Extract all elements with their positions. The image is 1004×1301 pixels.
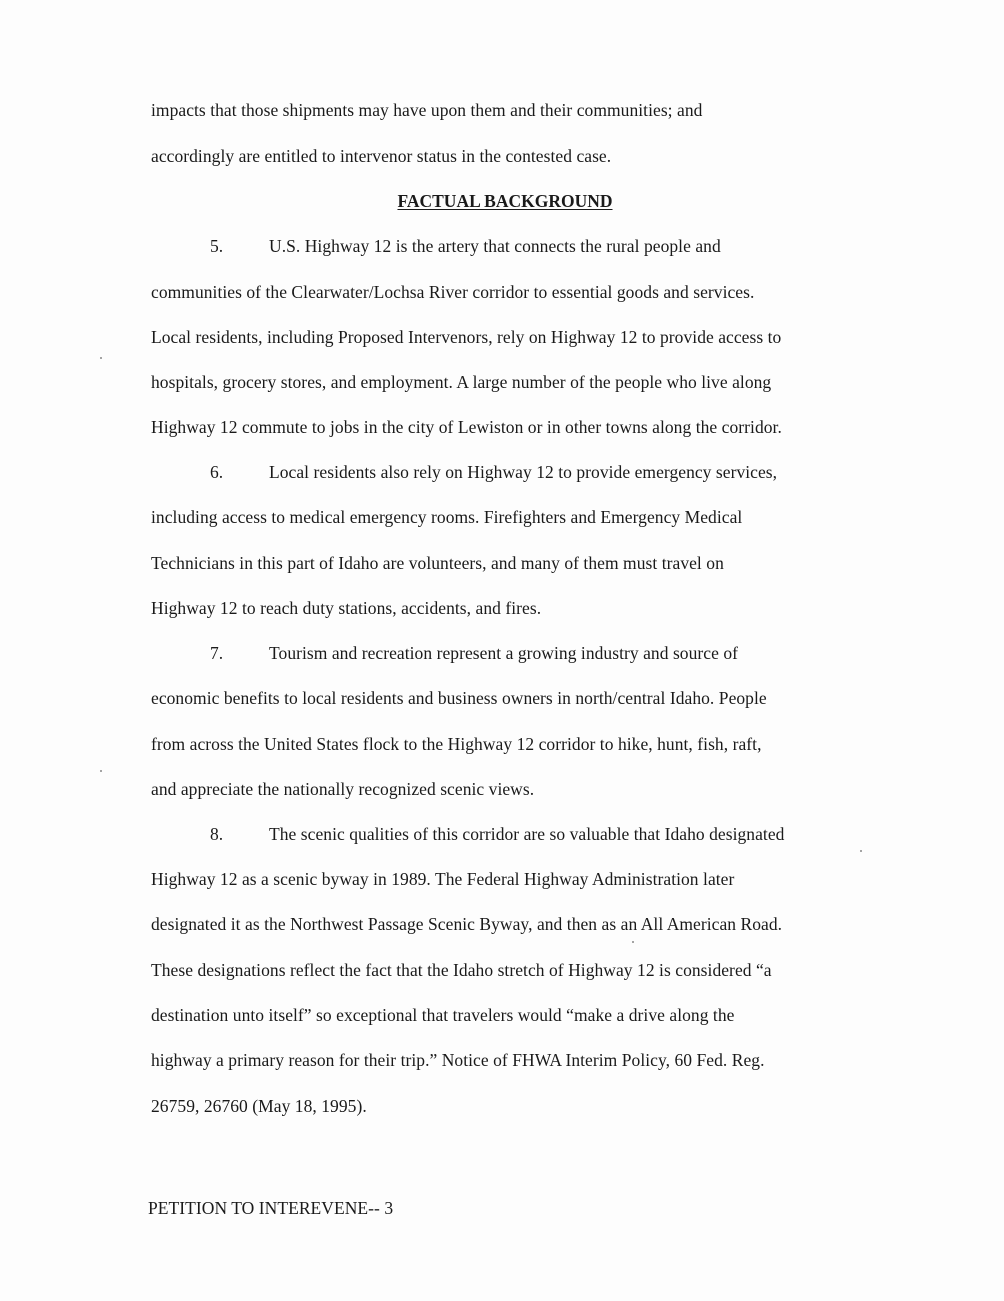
paragraph-first-line <box>210 236 721 256</box>
paragraph-line: including access to medical emergency rooms. Firefighters and Emergency Medical <box>151 507 743 527</box>
paragraph-text: Tourism and recreation represent a growing industry and source of <box>269 643 739 663</box>
paragraph-text: U.S. Highway 12 is the artery that connects the rural people and <box>269 236 721 256</box>
paragraph-line: highway a primary reason for their trip.” Notice of FHWA Interim Policy, 60 Fed. Reg. <box>151 1050 765 1070</box>
paragraph-line: designated it as the Northwest Passage Scenic Byway, and then as an All American Road. <box>151 914 783 934</box>
paragraph-line: destination unto itself” so exceptional that travelers would “make a drive along the <box>151 1005 735 1025</box>
page-footer: PETITION TO INTEREVENE-- 3 <box>148 1198 394 1218</box>
paragraph-line: These designations reflect the fact that the Idaho stretch of Highway 12 is considered “a <box>151 960 772 980</box>
paragraph-line: from across the United States flock to the Highway 12 corridor to hike, hunt, fish, raft, <box>151 734 762 754</box>
paragraph-first-line <box>210 462 777 482</box>
paragraph-line: Highway 12 to reach duty stations, accidents, and fires. <box>151 598 542 618</box>
paragraph-number: 7. <box>210 643 224 663</box>
paragraph-number: 8. <box>210 824 224 844</box>
paragraph-line: communities of the Clearwater/Lochsa River corridor to essential goods and services. <box>151 282 755 302</box>
intro-line: impacts that those shipments may have upon them and their communities; and <box>151 100 703 120</box>
paragraph-first-line <box>210 824 784 844</box>
scan-speck <box>100 357 102 359</box>
intro-line: accordingly are entitled to intervenor status in the contested case. <box>151 146 612 166</box>
paragraph-line: economic benefits to local residents and business owners in north/central Idaho. People <box>151 688 767 708</box>
paragraph-text: Local residents also rely on Highway 12 to provide emergency services, <box>269 462 778 482</box>
section-heading: FACTUAL BACKGROUND <box>397 191 613 211</box>
paragraph-text: The scenic qualities of this corridor are so valuable that Idaho designated <box>269 824 785 844</box>
paragraph-line: Local residents, including Proposed Intervenors, rely on Highway 12 to provide access to <box>151 327 782 347</box>
scan-speck <box>860 850 862 852</box>
paragraph-first-line <box>210 643 738 663</box>
paragraph-line: Highway 12 as a scenic byway in 1989. The Federal Highway Administration later <box>151 869 735 889</box>
paragraph-line: Highway 12 commute to jobs in the city of Lewiston or in other towns along the corridor. <box>151 417 782 437</box>
paragraph-line: 26759, 26760 (May 18, 1995). <box>151 1096 367 1116</box>
paragraph-line: hospitals, grocery stores, and employment. A large number of the people who live along <box>151 372 772 392</box>
paragraph-number: 5. <box>210 236 224 256</box>
paragraph-number: 6. <box>210 462 224 482</box>
scan-speck <box>100 770 102 772</box>
scan-speck <box>632 941 634 943</box>
paragraph-line: and appreciate the nationally recognized scenic views. <box>151 779 535 799</box>
paragraph-line: Technicians in this part of Idaho are volunteers, and many of them must travel on <box>151 553 724 573</box>
